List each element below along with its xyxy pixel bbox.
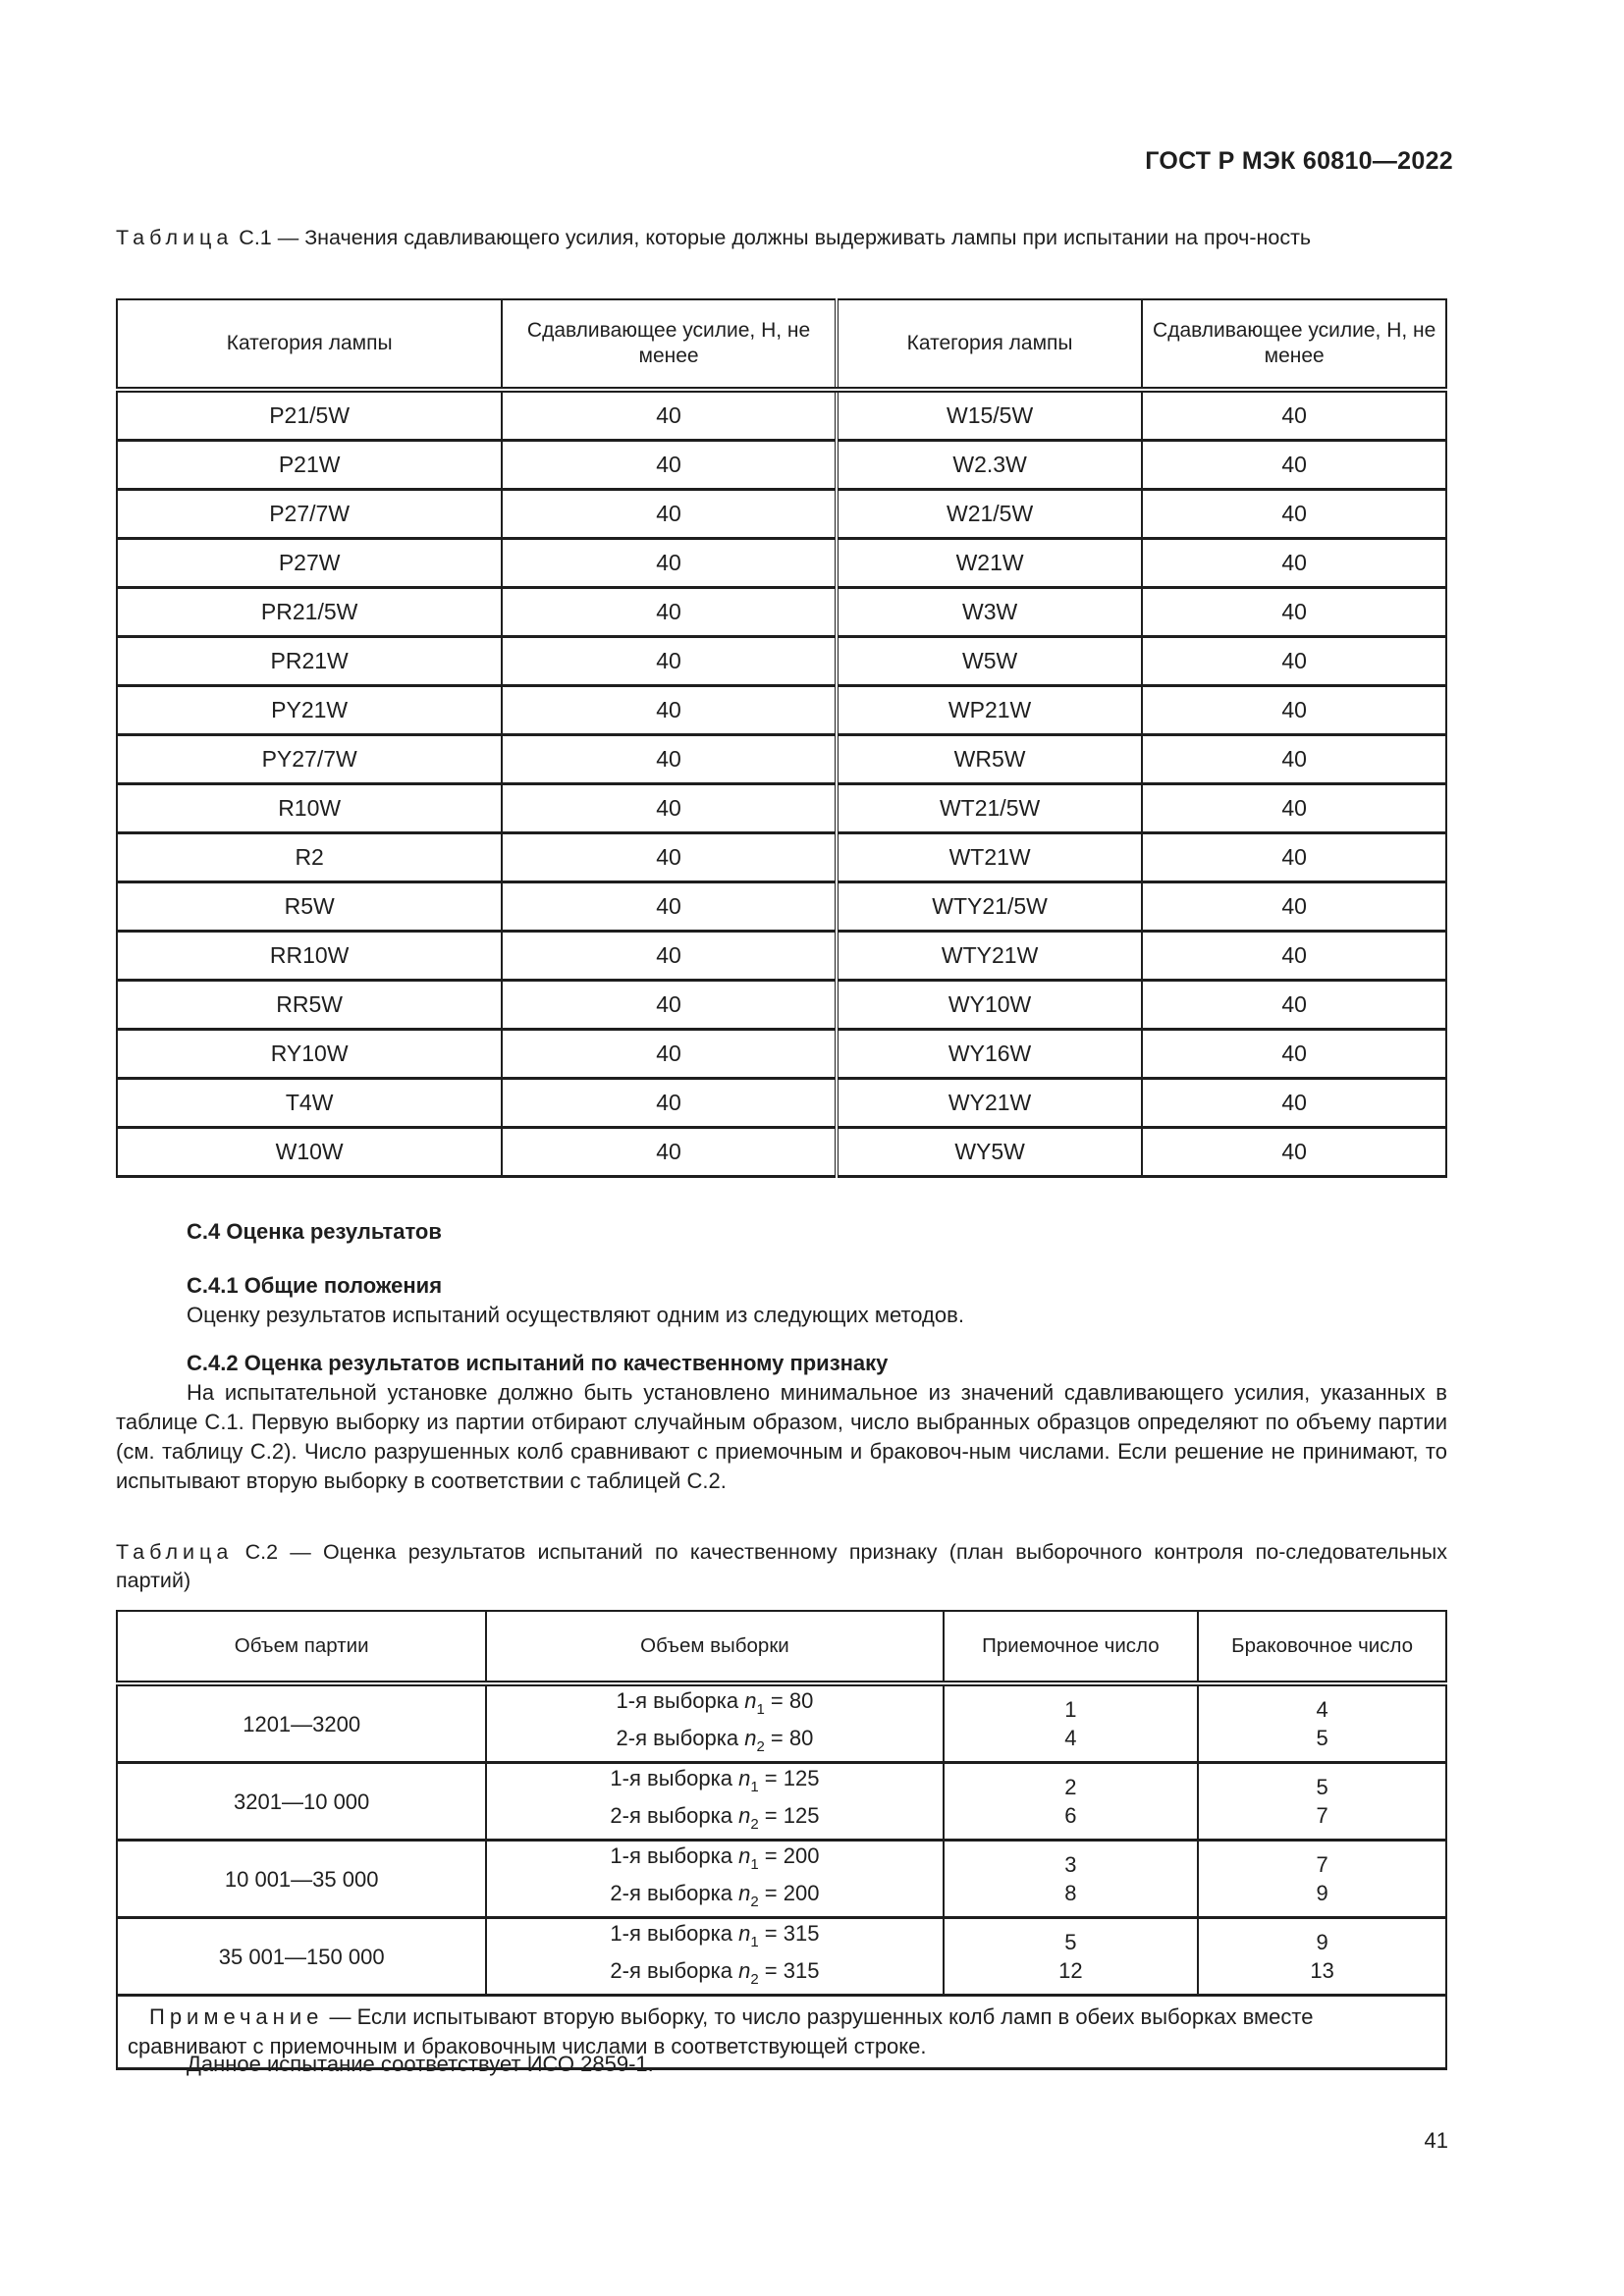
rejection-second: 9: [1316, 1881, 1328, 1905]
lamp-category-cell: WTY21/5W: [837, 882, 1143, 932]
table-row: [117, 1763, 1446, 1841]
section-c42-heading: C.4.2 Оценка результатов испытаний по качественному признаку: [187, 1351, 889, 1375]
lamp-category-cell: WY5W: [837, 1128, 1143, 1177]
crush-force-cell: 40: [1142, 539, 1446, 588]
table-header-row: [117, 1611, 1446, 1683]
col-header-rejection-number: Браковочное число: [1198, 1611, 1446, 1683]
lamp-category-cell: PR21/5W: [117, 588, 502, 637]
sample-label: 2-я выборка: [610, 1958, 732, 1983]
col-header-sample-size: Объем выборки: [486, 1611, 943, 1683]
crush-force-cell: 40: [502, 686, 837, 735]
lot-size-cell: 35 001—150 000: [117, 1918, 486, 1996]
crush-force-cell: 40: [502, 735, 837, 784]
acceptance-first: 1: [1064, 1697, 1077, 1722]
sample-n2: 80: [788, 1726, 814, 1750]
lamp-category-cell: R2: [117, 833, 502, 882]
crush-force-cell: 40: [502, 784, 837, 833]
lamp-category-cell: WP21W: [837, 686, 1143, 735]
table-row: [117, 833, 1446, 882]
rejection-number-cell: [1198, 1763, 1446, 1841]
table-row: [117, 490, 1446, 539]
crush-force-cell: 40: [502, 1079, 837, 1128]
sample-size-cell: [486, 1841, 943, 1918]
acceptance-number-cell: [944, 1683, 1199, 1763]
first-sample: 1-я выборка $n_1 = 80$: [616, 1688, 814, 1718]
table-row: [117, 932, 1446, 981]
table-row: [117, 1030, 1446, 1079]
lamp-category-cell: RY10W: [117, 1030, 502, 1079]
crush-force-cell: 40: [1142, 1128, 1446, 1177]
table-row: [117, 784, 1446, 833]
crush-force-cell: 40: [502, 1030, 837, 1079]
sample-n2: 200: [783, 1881, 820, 1905]
table-row: [117, 1918, 1446, 1996]
table-c1: [116, 298, 1447, 1178]
table-row: [117, 735, 1446, 784]
sample-n1: 80: [788, 1688, 814, 1713]
rejection-number-cell: [1198, 1683, 1446, 1763]
sample-n1: 125: [783, 1766, 820, 1790]
sample-size-cell: [486, 1918, 943, 1996]
crush-force-cell: 40: [502, 539, 837, 588]
col-header-crush-force: Сдавливающее усилие, Н, не менее: [502, 299, 837, 390]
rejection-first: 4: [1316, 1697, 1328, 1722]
crush-force-cell: 40: [1142, 981, 1446, 1030]
sample-label: 2-я выборка: [610, 1881, 732, 1905]
acceptance-second: 8: [1064, 1881, 1077, 1905]
note-text: — Если испытывают вторую выборку, то число разрушенных колб ламп в обеих выборках вместе сравнивают с приемочным и браковочным числами в соответствующей строке.: [128, 2004, 1314, 2058]
table1-caption: [116, 224, 1447, 252]
crush-force-cell: 40: [502, 441, 837, 490]
section-c41-heading: C.4.1 Общие положения: [187, 1273, 443, 1298]
lot-size-cell: 1201—3200: [117, 1683, 486, 1763]
crush-force-cell: 40: [502, 1128, 837, 1177]
rejection-second: 7: [1316, 1803, 1328, 1828]
crush-force-cell: 40: [1142, 441, 1446, 490]
col-header-acceptance-number: Приемочное число: [944, 1611, 1199, 1683]
second-sample: 2-я выборка $n_2 = 200$: [610, 1881, 820, 1910]
lot-size-cell: 10 001—35 000: [117, 1841, 486, 1918]
lamp-category-cell: P27W: [117, 539, 502, 588]
table1-caption-prefix: Таблица: [116, 226, 234, 249]
lamp-category-cell: W21W: [837, 539, 1143, 588]
crush-force-cell: 40: [1142, 637, 1446, 686]
sample-size-cell: [486, 1683, 943, 1763]
sample-n1: 200: [783, 1843, 820, 1868]
section-c42-body: На испытательной установке должно быть установлено минимальное из значений сдавливающего усилия, указанных в таблице C.1. Первую выборку из партии отбирают случайным образом, число выбранных образцов определяют по объему партии (см. таблицу C.2). Число разрушенных колб сравнивают с приемочным и браковоч-ным числами. Если решение не принимают, то испытывают вторую выборку в соответствии с таблицей C.2.: [116, 1380, 1447, 1493]
page-number: 41: [1424, 2128, 1448, 2153]
col-header-lot-size: Объем партии: [117, 1611, 486, 1683]
first-sample: 1-я выборка $n_1 = 125$: [610, 1766, 820, 1795]
lamp-category-cell: WY16W: [837, 1030, 1143, 1079]
rejection-first: 9: [1316, 1930, 1328, 1954]
table-row: [117, 1128, 1446, 1177]
crush-force-cell: 40: [1142, 1079, 1446, 1128]
rejection-number-cell: [1198, 1841, 1446, 1918]
crush-force-cell: 40: [1142, 686, 1446, 735]
crush-force-cell: 40: [1142, 490, 1446, 539]
first-sample: 1-я выборка $n_1 = 200$: [610, 1843, 820, 1873]
sample-label: 2-я выборка: [610, 1803, 732, 1828]
acceptance-number-cell: [944, 1841, 1199, 1918]
col-header-lamp-category: Категория лампы: [117, 299, 502, 390]
table-row: [117, 686, 1446, 735]
sample-label: 1-я выборка: [610, 1921, 732, 1946]
crush-force-cell: 40: [1142, 882, 1446, 932]
crush-force-cell: 40: [1142, 833, 1446, 882]
acceptance-second: 12: [1058, 1958, 1083, 1983]
table-header-row: [117, 299, 1446, 390]
sample-label: 2-я выборка: [616, 1726, 739, 1750]
table-row: [117, 588, 1446, 637]
sample-label: 1-я выборка: [616, 1688, 739, 1713]
lamp-category-cell: W15/5W: [837, 390, 1143, 441]
note-prefix: Примечание: [149, 2004, 324, 2029]
lamp-category-cell: WT21/5W: [837, 784, 1143, 833]
crush-force-cell: 40: [1142, 932, 1446, 981]
table-row: [117, 637, 1446, 686]
lamp-category-cell: W21/5W: [837, 490, 1143, 539]
sample-n2: 315: [783, 1958, 820, 1983]
lamp-category-cell: PR21W: [117, 637, 502, 686]
standard-designation: ГОСТ Р МЭК 60810—2022: [1145, 147, 1453, 175]
crush-force-cell: 40: [1142, 588, 1446, 637]
table-row: [117, 1079, 1446, 1128]
table-row: [117, 441, 1446, 490]
crush-force-cell: 40: [1142, 735, 1446, 784]
lamp-category-cell: WT21W: [837, 833, 1143, 882]
table-row: [117, 981, 1446, 1030]
acceptance-number-cell: [944, 1918, 1199, 1996]
section-c41-text: Оценку результатов испытаний осуществляют одним из следующих методов.: [187, 1303, 964, 1327]
lamp-category-cell: W10W: [117, 1128, 502, 1177]
lamp-category-cell: RR5W: [117, 981, 502, 1030]
rejection-first: 5: [1316, 1775, 1328, 1799]
table1-caption-text: C.1 — Значения сдавливающего усилия, которые должны выдерживать лампы при испытании на проч-ность: [239, 226, 1312, 249]
acceptance-first: 2: [1064, 1775, 1077, 1799]
rejection-number-cell: [1198, 1918, 1446, 1996]
lot-size-cell: 3201—10 000: [117, 1763, 486, 1841]
sample-n2: 125: [783, 1803, 820, 1828]
second-sample: 2-я выборка $n_2 = 125$: [610, 1803, 820, 1833]
section-c42-text: [116, 1378, 1447, 1496]
rejection-first: 7: [1316, 1852, 1328, 1877]
sample-label: 1-я выборка: [610, 1843, 732, 1868]
lamp-category-cell: P21W: [117, 441, 502, 490]
table-row: [117, 539, 1446, 588]
crush-force-cell: 40: [502, 637, 837, 686]
lamp-category-cell: W5W: [837, 637, 1143, 686]
acceptance-first: 3: [1064, 1852, 1077, 1877]
table2-caption: [116, 1538, 1447, 1595]
sample-label: 1-я выборка: [610, 1766, 732, 1790]
lamp-category-cell: P21/5W: [117, 390, 502, 441]
crush-force-cell: 40: [502, 390, 837, 441]
lamp-category-cell: WTY21W: [837, 932, 1143, 981]
acceptance-second: 6: [1064, 1803, 1077, 1828]
second-sample: 2-я выборка $n_2 = 315$: [610, 1958, 820, 1988]
iso-conformance-text: Данное испытание соответствует ИСО 2859-1.: [187, 2052, 654, 2076]
table2-caption-text: C.2 — Оценка результатов испытаний по качественному признаку (план выборочного контроля по-следовательных партий): [116, 1540, 1447, 1592]
lamp-category-cell: PY27/7W: [117, 735, 502, 784]
acceptance-number-cell: [944, 1763, 1199, 1841]
lamp-category-cell: R10W: [117, 784, 502, 833]
lamp-category-cell: WY10W: [837, 981, 1143, 1030]
crush-force-cell: 40: [502, 981, 837, 1030]
table-row: [117, 1841, 1446, 1918]
lamp-category-cell: WR5W: [837, 735, 1143, 784]
lamp-category-cell: R5W: [117, 882, 502, 932]
acceptance-second: 4: [1064, 1726, 1077, 1750]
sample-n1: 315: [783, 1921, 820, 1946]
table-row: [117, 882, 1446, 932]
rejection-second: 13: [1310, 1958, 1334, 1983]
crush-force-cell: 40: [1142, 390, 1446, 441]
lamp-category-cell: PY21W: [117, 686, 502, 735]
crush-force-cell: 40: [1142, 1030, 1446, 1079]
lamp-category-cell: WY21W: [837, 1079, 1143, 1128]
acceptance-first: 5: [1064, 1930, 1077, 1954]
table-c2: [116, 1610, 1447, 2070]
section-c4-heading: C.4 Оценка результатов: [187, 1219, 442, 1244]
crush-force-cell: 40: [1142, 784, 1446, 833]
table-row: [117, 1683, 1446, 1763]
col-header-crush-force: Сдавливающее усилие, Н, не менее: [1142, 299, 1446, 390]
crush-force-cell: 40: [502, 932, 837, 981]
sample-size-cell: [486, 1763, 943, 1841]
crush-force-cell: 40: [502, 882, 837, 932]
lamp-category-cell: W2.3W: [837, 441, 1143, 490]
crush-force-cell: 40: [502, 490, 837, 539]
lamp-category-cell: T4W: [117, 1079, 502, 1128]
lamp-category-cell: P27/7W: [117, 490, 502, 539]
second-sample: 2-я выборка $n_2 = 80$: [616, 1726, 814, 1755]
lamp-category-cell: RR10W: [117, 932, 502, 981]
table-row: [117, 390, 1446, 441]
first-sample: 1-я выборка $n_1 = 315$: [610, 1921, 820, 1950]
crush-force-cell: 40: [502, 833, 837, 882]
col-header-lamp-category: Категория лампы: [837, 299, 1143, 390]
crush-force-cell: 40: [502, 588, 837, 637]
table2-caption-prefix: Таблица: [116, 1540, 234, 1564]
lamp-category-cell: W3W: [837, 588, 1143, 637]
rejection-second: 5: [1316, 1726, 1328, 1750]
